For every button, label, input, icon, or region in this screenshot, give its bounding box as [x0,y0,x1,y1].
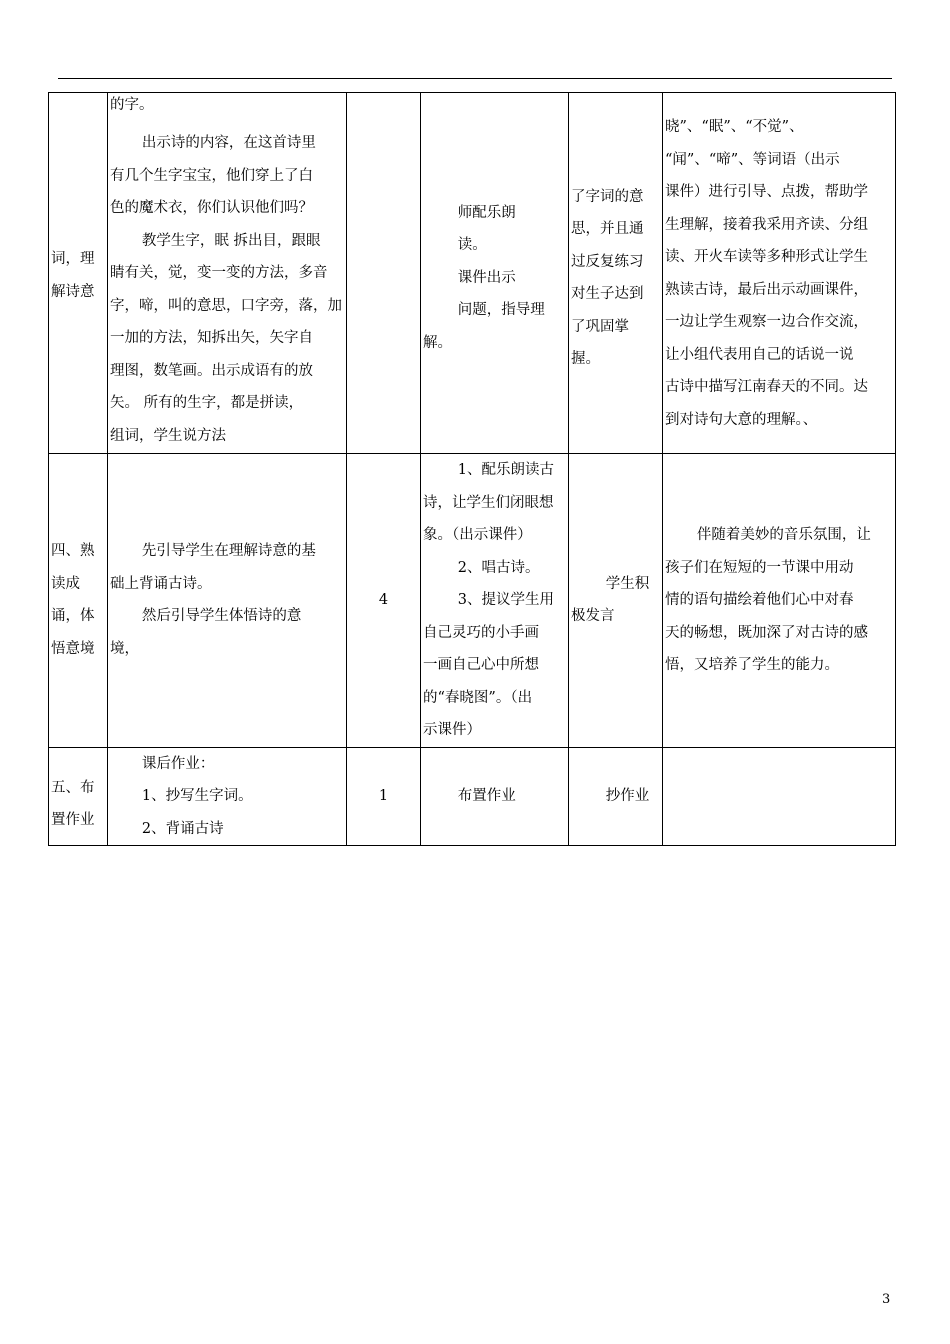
content-cell [108,454,347,748]
intent-line: 情的语句描绘着他们心中对春 [665,592,854,608]
content-line: 课后作业： [141,755,215,772]
intent-cell [663,454,896,748]
student-line: 了字词的意 [571,188,644,205]
content-line: 一加的方法，知拆出矢，矢字自 [110,330,313,346]
intent-line: 让小组代表用自己的话说一说 [665,346,854,363]
intent-line: 晓”、“眠”、“不觉”、 [665,119,804,135]
content-line: 2、背诵古诗 [141,820,224,837]
stage-line: 五、布 [51,779,95,796]
minutes-cell [347,93,421,454]
teacher-line: 读。 [457,237,487,254]
student-line: 对生子达到 [571,286,644,302]
header-rule [58,78,892,79]
intent-line: 悟，又培养了学生的能力。 [665,657,839,673]
teacher-line: 布置作业 [457,788,516,804]
table-row [49,747,896,846]
intent-line: 生理解，接着我采用齐读、分组 [665,216,868,233]
content-line: 组词，学生说方法 [110,427,226,444]
intent-cell [663,747,896,846]
student-line: 抄作业 [605,788,650,804]
lesson-plan-table [48,92,896,846]
content-line: 色的魔术衣，你们认识他们吗？ [110,200,313,216]
intent-line: 伴随着美妙的音乐氛围，让 [696,527,871,543]
teacher-line: 自己灵巧的小手画 [423,624,539,641]
intent-cell [663,93,896,454]
student-line: 握。 [571,351,600,367]
content-line: 教学生字，眠 拆出目，跟眼 [141,232,321,249]
teacher-line: 象。（出示课件） [423,527,532,543]
student-line: 学生积 [605,575,650,592]
intent-line: 读、开火车读等多种形式让学生 [665,249,868,265]
content-line: 境， [110,640,139,657]
content-line: 1、抄写生字词。 [141,788,253,804]
stage-line: 置作业 [51,812,95,828]
teacher-line: 3、提议学生用 [457,592,555,608]
teacher-line: 问题，指导理 [457,302,545,319]
teacher-cell [421,93,569,454]
teacher-line: 师配乐朗 [457,204,516,221]
intent-line: 一边让学生观察一边合作交流， [665,314,868,330]
content-cell [108,747,347,846]
student-cell [569,93,663,454]
stage-line: 四、熟 [51,543,95,560]
teacher-line: 诗，让学生们闭眼想 [423,494,554,511]
stage-cell [49,93,108,454]
teacher-line: 的“春晓图”。（出 [423,689,533,706]
student-cell [569,454,663,748]
table-row [49,93,896,454]
student-line: 思，并且通 [571,221,644,237]
content-line: 先引导学生在理解诗意的基 [141,543,316,560]
table-row [49,454,896,748]
stage-line: 诵，体 [51,608,95,625]
intent-line: 天的畅想，既加深了对古诗的感 [665,624,868,641]
stage-cell [49,747,108,846]
content-line: 然后引导学生体悟诗的意 [141,608,302,625]
content-cell [108,93,347,454]
teacher-cell [421,454,569,748]
stage-line: 悟意境 [51,640,95,657]
content-line: 理图，数笔画。出示成语有的放 [110,362,313,379]
intent-line: 古诗中描写江南春天的不同。达 [665,379,868,395]
stage-line: 读成 [51,575,80,592]
content-line: 矢。 所有的生字，都是拼读， [110,395,304,411]
teacher-line: 解。 [423,334,452,351]
student-line: 过反复练习 [571,253,644,270]
teacher-line: 示课件） [423,722,481,738]
minutes-cell: 4 [347,454,421,748]
content-line: 睛有关，觉，变一变的方法，多音 [110,265,328,281]
teacher-line: 一画自己心中所想 [423,657,539,673]
content-line: 础上背诵古诗。 [110,575,212,592]
student-line: 极发言 [571,608,615,625]
teacher-cell [421,747,569,846]
intent-line: 孩子们在短短的一节课中用动 [665,559,854,576]
intent-line: 熟读古诗，最后出示动画课件， [665,281,868,298]
content-line: 字，啼，叫的意思，口字旁，落，加 [110,297,342,314]
intent-line: 课件）进行引导、点拨，帮助学 [665,184,868,200]
content-line: 的字。 [110,97,154,113]
page-number: 3 [882,1292,891,1307]
stage-line: 词，理 [51,251,95,267]
content-line: 出示诗的内容，在这首诗里 [141,135,316,151]
stage-line: 解诗意 [51,283,95,300]
teacher-line: 1、配乐朗读古 [457,462,555,478]
student-cell [569,747,663,846]
intent-line: 到对诗句大意的理解。、 [665,411,818,428]
teacher-line: 2、唱古诗。 [457,559,540,576]
intent-line: “闻”、“啼”、等词语（出示 [665,151,840,168]
teacher-line: 课件出示 [457,269,516,286]
stage-cell [49,454,108,748]
student-line: 了巩固掌 [571,318,629,335]
content-line: 有几个生字宝宝，他们穿上了白 [110,167,313,184]
minutes-cell: 1 [347,747,421,846]
